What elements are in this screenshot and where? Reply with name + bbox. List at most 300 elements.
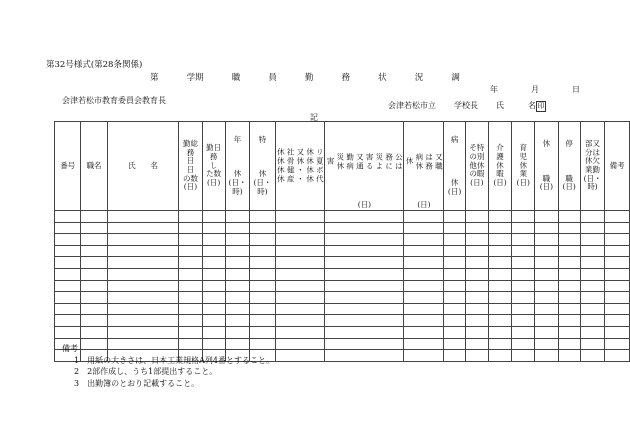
cell-number[interactable] bbox=[55, 292, 81, 304]
cell-childcare[interactable] bbox=[512, 315, 535, 327]
cell-special[interactable] bbox=[250, 268, 275, 280]
cell-name[interactable] bbox=[107, 315, 179, 327]
cell-name[interactable] bbox=[107, 280, 179, 292]
cell-work_days[interactable] bbox=[179, 292, 202, 304]
header-label: 番号 bbox=[60, 160, 76, 170]
table-row bbox=[55, 326, 630, 338]
cell-remarks[interactable] bbox=[605, 338, 630, 350]
cell-remarks[interactable] bbox=[605, 280, 630, 292]
header-line: 特 bbox=[258, 134, 267, 144]
cell-recreation[interactable] bbox=[275, 268, 325, 280]
cell-annual[interactable] bbox=[225, 326, 249, 338]
principal-label: 学校長 bbox=[454, 101, 478, 110]
cell-public_injury[interactable] bbox=[325, 326, 404, 338]
cell-leave[interactable] bbox=[535, 338, 558, 350]
cell-name[interactable] bbox=[107, 292, 179, 304]
cell-other[interactable] bbox=[465, 245, 488, 257]
cell-work_days[interactable] bbox=[179, 257, 202, 269]
header-line: (日・時) bbox=[253, 177, 272, 196]
cell-leave[interactable] bbox=[535, 315, 558, 327]
cell-annual[interactable] bbox=[225, 303, 249, 315]
note-item: 1 用紙の大きさは、日本工業規格A列4番とすること。 bbox=[74, 355, 274, 365]
cell-partial[interactable] bbox=[580, 350, 604, 362]
cell-special[interactable] bbox=[250, 222, 275, 234]
cell-special[interactable] bbox=[250, 303, 275, 315]
name-char: 氏 bbox=[496, 101, 504, 110]
cell-remarks[interactable] bbox=[605, 315, 630, 327]
header-line: 他休 bbox=[469, 160, 485, 170]
header-suspended bbox=[558, 122, 580, 211]
cell-partial[interactable] bbox=[580, 326, 604, 338]
cell-suspension[interactable] bbox=[404, 234, 444, 246]
table-row bbox=[55, 292, 630, 304]
cell-leave[interactable] bbox=[535, 234, 558, 246]
cell-suspension[interactable] bbox=[404, 280, 444, 292]
header-line: (日) bbox=[206, 177, 221, 187]
cell-number[interactable] bbox=[55, 303, 81, 315]
header-line: 休 bbox=[519, 160, 527, 170]
cell-sick[interactable] bbox=[444, 315, 465, 327]
header-unit: (日) bbox=[357, 200, 372, 210]
cell-leave[interactable] bbox=[535, 257, 558, 269]
cell-recreation[interactable] bbox=[275, 350, 325, 362]
cell-attend_days[interactable] bbox=[202, 268, 225, 280]
cell-nursing[interactable] bbox=[488, 338, 511, 350]
header-line: (日) bbox=[183, 182, 198, 192]
seal-box: 印 bbox=[537, 102, 545, 110]
cell-attend_days[interactable] bbox=[202, 303, 225, 315]
title-char: 況 bbox=[414, 73, 424, 83]
header-childcare bbox=[512, 122, 535, 211]
table-row bbox=[55, 222, 630, 234]
cell-sick[interactable] bbox=[444, 303, 465, 315]
cell-other[interactable] bbox=[465, 350, 488, 362]
cell-remarks[interactable] bbox=[605, 211, 630, 223]
cell-annual[interactable] bbox=[225, 257, 249, 269]
cell-partial[interactable] bbox=[580, 303, 604, 315]
cell-annual[interactable] bbox=[225, 222, 249, 234]
cell-suspended[interactable] bbox=[558, 234, 580, 246]
cell-suspended[interactable] bbox=[558, 222, 580, 234]
cell-attend_days[interactable] bbox=[202, 234, 225, 246]
cell-partial[interactable] bbox=[580, 245, 604, 257]
cell-work_days[interactable] bbox=[179, 326, 202, 338]
header-annual bbox=[225, 122, 249, 211]
cell-sick[interactable] bbox=[444, 222, 465, 234]
header-line: の数 bbox=[182, 173, 198, 183]
cell-other[interactable] bbox=[465, 280, 488, 292]
cell-nursing[interactable] bbox=[488, 257, 511, 269]
header-line: 業勤 bbox=[585, 165, 601, 174]
cell-sick[interactable] bbox=[444, 292, 465, 304]
cell-other[interactable] bbox=[465, 268, 488, 280]
cell-suspension[interactable] bbox=[404, 326, 444, 338]
cell-name[interactable] bbox=[107, 222, 179, 234]
header-nursing bbox=[488, 122, 511, 211]
header-line: 護 bbox=[496, 152, 504, 162]
cell-suspension[interactable] bbox=[404, 350, 444, 362]
cell-sick[interactable] bbox=[444, 245, 465, 257]
cell-suspension[interactable] bbox=[404, 245, 444, 257]
cell-suspended[interactable] bbox=[558, 292, 580, 304]
cell-childcare[interactable] bbox=[512, 292, 535, 304]
cell-childcare[interactable] bbox=[512, 326, 535, 338]
cell-annual[interactable] bbox=[225, 315, 249, 327]
cell-suspended[interactable] bbox=[558, 303, 580, 315]
header-line: 暇 bbox=[496, 169, 504, 179]
cell-suspension[interactable] bbox=[404, 338, 444, 350]
title-char: 職 bbox=[231, 73, 241, 83]
cell-partial[interactable] bbox=[580, 268, 604, 280]
attendance-table bbox=[54, 121, 630, 362]
date-month: 月 bbox=[531, 85, 539, 94]
cell-position[interactable] bbox=[81, 268, 107, 280]
cell-leave[interactable] bbox=[535, 350, 558, 362]
date-year: 年 bbox=[490, 85, 498, 94]
header-vertical-text: 公は 務に 災よ 害る 又通 勤病 災休 害 bbox=[326, 152, 404, 171]
cell-other[interactable] bbox=[465, 211, 488, 223]
cell-position[interactable] bbox=[81, 211, 107, 223]
cell-other[interactable] bbox=[465, 303, 488, 315]
cell-recreation[interactable] bbox=[275, 222, 325, 234]
cell-recreation[interactable] bbox=[275, 338, 325, 350]
header-line: 休 bbox=[450, 177, 459, 187]
cell-public_injury[interactable] bbox=[325, 211, 404, 223]
cell-childcare[interactable] bbox=[512, 234, 535, 246]
cell-leave[interactable] bbox=[535, 303, 558, 315]
cell-childcare[interactable] bbox=[512, 268, 535, 280]
recipient: 会津若松市教育委員会教育長 bbox=[62, 96, 166, 105]
cell-sick[interactable] bbox=[444, 234, 465, 246]
cell-nursing[interactable] bbox=[488, 211, 511, 223]
cell-suspended[interactable] bbox=[558, 350, 580, 362]
table-row bbox=[55, 245, 630, 257]
cell-nursing[interactable] bbox=[488, 350, 511, 362]
cell-public_injury[interactable] bbox=[325, 350, 404, 362]
cell-other[interactable] bbox=[465, 222, 488, 234]
cell-special[interactable] bbox=[250, 257, 275, 269]
cell-suspension[interactable] bbox=[404, 222, 444, 234]
title-char: 務 bbox=[341, 73, 351, 83]
cell-public_injury[interactable] bbox=[325, 315, 404, 327]
cell-other[interactable] bbox=[465, 338, 488, 350]
header-line: (日) bbox=[447, 186, 462, 196]
cell-suspended[interactable] bbox=[558, 268, 580, 280]
header-recreation bbox=[275, 122, 325, 211]
header-line: (日) bbox=[493, 177, 507, 187]
cell-public_injury[interactable] bbox=[325, 257, 404, 269]
cell-sick[interactable] bbox=[444, 280, 465, 292]
cell-suspension[interactable] bbox=[404, 303, 444, 315]
name-char: 名 bbox=[528, 101, 536, 110]
cell-position[interactable] bbox=[81, 245, 107, 257]
cell-nursing[interactable] bbox=[488, 280, 511, 292]
cell-public_injury[interactable] bbox=[325, 268, 404, 280]
cell-attend_days[interactable] bbox=[202, 211, 225, 223]
cell-special[interactable] bbox=[250, 315, 275, 327]
cell-annual[interactable] bbox=[225, 292, 249, 304]
table-row bbox=[55, 315, 630, 327]
cell-attend_days[interactable] bbox=[202, 315, 225, 327]
header-line: (日・時) bbox=[228, 177, 247, 196]
cell-attend_days[interactable] bbox=[202, 222, 225, 234]
cell-sick[interactable] bbox=[444, 268, 465, 280]
cell-number[interactable] bbox=[55, 234, 81, 246]
cell-partial[interactable] bbox=[580, 315, 604, 327]
cell-remarks[interactable] bbox=[605, 257, 630, 269]
cell-recreation[interactable] bbox=[275, 257, 325, 269]
cell-name[interactable] bbox=[107, 211, 179, 223]
header-line: し bbox=[209, 160, 218, 170]
header-line: 職 bbox=[542, 173, 551, 183]
cell-work_days[interactable] bbox=[179, 315, 202, 327]
header-position bbox=[81, 122, 107, 211]
cell-suspension[interactable] bbox=[404, 268, 444, 280]
header-special bbox=[250, 122, 275, 211]
cell-nursing[interactable] bbox=[488, 315, 511, 327]
form-number: 第32号様式(第28条関係) bbox=[46, 60, 143, 70]
cell-sick[interactable] bbox=[444, 257, 465, 269]
cell-leave[interactable] bbox=[535, 245, 558, 257]
header-partial bbox=[580, 122, 604, 211]
cell-partial[interactable] bbox=[580, 280, 604, 292]
cell-work_days[interactable] bbox=[179, 245, 202, 257]
cell-public_injury[interactable] bbox=[325, 338, 404, 350]
header-line: 勤日 bbox=[206, 143, 222, 153]
cell-suspended[interactable] bbox=[558, 257, 580, 269]
cell-recreation[interactable] bbox=[275, 280, 325, 292]
table-row bbox=[55, 280, 630, 292]
cell-name[interactable] bbox=[107, 257, 179, 269]
cell-public_injury[interactable] bbox=[325, 234, 404, 246]
cell-childcare[interactable] bbox=[512, 350, 535, 362]
header-sick bbox=[444, 122, 465, 211]
ki-label: 記 bbox=[310, 113, 318, 122]
title-char: 調 bbox=[451, 73, 460, 83]
cell-other[interactable] bbox=[465, 234, 488, 246]
cell-name[interactable] bbox=[107, 303, 179, 315]
cell-childcare[interactable] bbox=[512, 211, 535, 223]
title-char: 員 bbox=[268, 73, 277, 83]
header-line: 務 bbox=[209, 152, 218, 162]
header-line: (日) bbox=[516, 177, 530, 187]
cell-childcare[interactable] bbox=[512, 280, 535, 292]
cell-partial[interactable] bbox=[580, 338, 604, 350]
cell-public_injury[interactable] bbox=[325, 292, 404, 304]
table-row bbox=[55, 234, 630, 246]
cell-childcare[interactable] bbox=[512, 245, 535, 257]
header-line: 業 bbox=[519, 169, 527, 179]
cell-public_injury[interactable] bbox=[325, 245, 404, 257]
cell-position[interactable] bbox=[81, 222, 107, 234]
cell-other[interactable] bbox=[465, 257, 488, 269]
cell-position[interactable] bbox=[81, 315, 107, 327]
cell-leave[interactable] bbox=[535, 222, 558, 234]
cell-number[interactable] bbox=[55, 326, 81, 338]
header-label: 職名 bbox=[86, 160, 102, 170]
cell-leave[interactable] bbox=[535, 211, 558, 223]
cell-recreation[interactable] bbox=[275, 245, 325, 257]
cell-attend_days[interactable] bbox=[202, 280, 225, 292]
cell-leave[interactable] bbox=[535, 292, 558, 304]
header-attend_days bbox=[202, 122, 225, 211]
cell-nursing[interactable] bbox=[488, 222, 511, 234]
header-line: 職 bbox=[565, 173, 573, 183]
cell-partial[interactable] bbox=[580, 222, 604, 234]
school-line bbox=[388, 100, 546, 112]
header-line: 児 bbox=[519, 152, 527, 162]
cell-number[interactable] bbox=[55, 211, 81, 223]
header-vertical-text: 又職 は務 病休 休 bbox=[405, 152, 444, 171]
cell-work_days[interactable] bbox=[179, 268, 202, 280]
cell-special[interactable] bbox=[250, 292, 275, 304]
cell-recreation[interactable] bbox=[275, 326, 325, 338]
cell-childcare[interactable] bbox=[512, 222, 535, 234]
title-char: 勤 bbox=[304, 73, 314, 83]
cell-attend_days[interactable] bbox=[202, 326, 225, 338]
cell-special[interactable] bbox=[250, 234, 275, 246]
cell-partial[interactable] bbox=[580, 292, 604, 304]
cell-position[interactable] bbox=[81, 257, 107, 269]
header-line: 年 bbox=[233, 134, 242, 144]
cell-recreation[interactable] bbox=[275, 292, 325, 304]
cell-partial[interactable] bbox=[580, 211, 604, 223]
cell-other[interactable] bbox=[465, 315, 488, 327]
cell-leave[interactable] bbox=[535, 326, 558, 338]
cell-remarks[interactable] bbox=[605, 245, 630, 257]
cell-partial[interactable] bbox=[580, 257, 604, 269]
cell-suspension[interactable] bbox=[404, 211, 444, 223]
cell-attend_days[interactable] bbox=[202, 257, 225, 269]
cell-work_days[interactable] bbox=[179, 280, 202, 292]
cell-other[interactable] bbox=[465, 326, 488, 338]
date-line bbox=[490, 84, 580, 95]
cell-work_days[interactable] bbox=[179, 211, 202, 223]
cell-number[interactable] bbox=[55, 245, 81, 257]
cell-name[interactable] bbox=[107, 245, 179, 257]
cell-remarks[interactable] bbox=[605, 350, 630, 362]
cell-work_days[interactable] bbox=[179, 222, 202, 234]
cell-nursing[interactable] bbox=[488, 245, 511, 257]
cell-remarks[interactable] bbox=[605, 234, 630, 246]
cell-annual[interactable] bbox=[225, 234, 249, 246]
notes-heading: 備考 bbox=[62, 344, 78, 353]
cell-public_injury[interactable] bbox=[325, 303, 404, 315]
header-suspension bbox=[404, 122, 444, 211]
cell-attend_days[interactable] bbox=[202, 245, 225, 257]
cell-nursing[interactable] bbox=[488, 303, 511, 315]
cell-sick[interactable] bbox=[444, 326, 465, 338]
cell-suspended[interactable] bbox=[558, 338, 580, 350]
cell-work_days[interactable] bbox=[179, 234, 202, 246]
cell-leave[interactable] bbox=[535, 280, 558, 292]
cell-remarks[interactable] bbox=[605, 268, 630, 280]
header-label: 備考 bbox=[609, 160, 625, 170]
cell-special[interactable] bbox=[250, 326, 275, 338]
cell-number[interactable] bbox=[55, 315, 81, 327]
cell-recreation[interactable] bbox=[275, 234, 325, 246]
cell-name[interactable] bbox=[107, 326, 179, 338]
cell-suspension[interactable] bbox=[404, 292, 444, 304]
cell-remarks[interactable] bbox=[605, 222, 630, 234]
cell-annual[interactable] bbox=[225, 245, 249, 257]
cell-partial[interactable] bbox=[580, 234, 604, 246]
cell-suspended[interactable] bbox=[558, 245, 580, 257]
cell-childcare[interactable] bbox=[512, 338, 535, 350]
header-line: 停 bbox=[565, 139, 573, 149]
cell-recreation[interactable] bbox=[275, 211, 325, 223]
cell-suspended[interactable] bbox=[558, 326, 580, 338]
cell-sick[interactable] bbox=[444, 338, 465, 350]
cell-number[interactable] bbox=[55, 280, 81, 292]
cell-remarks[interactable] bbox=[605, 292, 630, 304]
cell-public_injury[interactable] bbox=[325, 222, 404, 234]
cell-position[interactable] bbox=[81, 292, 107, 304]
cell-annual[interactable] bbox=[225, 268, 249, 280]
cell-suspended[interactable] bbox=[558, 315, 580, 327]
cell-position[interactable] bbox=[81, 326, 107, 338]
cell-annual[interactable] bbox=[225, 211, 249, 223]
header-line: 部又 bbox=[585, 139, 601, 149]
cell-nursing[interactable] bbox=[488, 326, 511, 338]
cell-sick[interactable] bbox=[444, 211, 465, 223]
cell-attend_days[interactable] bbox=[202, 292, 225, 304]
header-vertical-text: リ夏ボ代 休休休休 又休・・ 社骨健産 休休休休 bbox=[276, 148, 325, 184]
cell-position[interactable] bbox=[81, 234, 107, 246]
cell-nursing[interactable] bbox=[488, 234, 511, 246]
header-line: 休 bbox=[258, 169, 267, 179]
cell-recreation[interactable] bbox=[275, 303, 325, 315]
cell-recreation[interactable] bbox=[275, 315, 325, 327]
cell-special[interactable] bbox=[250, 280, 275, 292]
header-public_injury bbox=[325, 122, 404, 211]
cell-name[interactable] bbox=[107, 234, 179, 246]
header-work_days bbox=[179, 122, 202, 211]
cell-number[interactable] bbox=[55, 257, 81, 269]
header-line: 日 bbox=[186, 165, 195, 174]
cell-childcare[interactable] bbox=[512, 257, 535, 269]
cell-childcare[interactable] bbox=[512, 303, 535, 315]
cell-special[interactable] bbox=[250, 245, 275, 257]
cell-nursing[interactable] bbox=[488, 268, 511, 280]
cell-special[interactable] bbox=[250, 211, 275, 223]
title-char: 第 bbox=[150, 73, 159, 83]
cell-suspension[interactable] bbox=[404, 257, 444, 269]
cell-suspended[interactable] bbox=[558, 211, 580, 223]
cell-remarks[interactable] bbox=[605, 326, 630, 338]
cell-name[interactable] bbox=[107, 268, 179, 280]
cell-work_days[interactable] bbox=[179, 303, 202, 315]
cell-annual[interactable] bbox=[225, 280, 249, 292]
cell-number[interactable] bbox=[55, 268, 81, 280]
header-leave bbox=[535, 122, 558, 211]
cell-nursing[interactable] bbox=[488, 292, 511, 304]
cell-suspended[interactable] bbox=[558, 280, 580, 292]
cell-other[interactable] bbox=[465, 292, 488, 304]
cell-leave[interactable] bbox=[535, 268, 558, 280]
cell-suspension[interactable] bbox=[404, 315, 444, 327]
header-line: (日) bbox=[470, 177, 484, 187]
header-line: 日 bbox=[186, 156, 195, 166]
cell-public_injury[interactable] bbox=[325, 280, 404, 292]
cell-position[interactable] bbox=[81, 280, 107, 292]
cell-remarks[interactable] bbox=[605, 303, 630, 315]
cell-number[interactable] bbox=[55, 222, 81, 234]
cell-position[interactable] bbox=[81, 303, 107, 315]
cell-sick[interactable] bbox=[444, 350, 465, 362]
header-line: の別 bbox=[469, 152, 485, 162]
title-char: 状 bbox=[378, 73, 387, 83]
